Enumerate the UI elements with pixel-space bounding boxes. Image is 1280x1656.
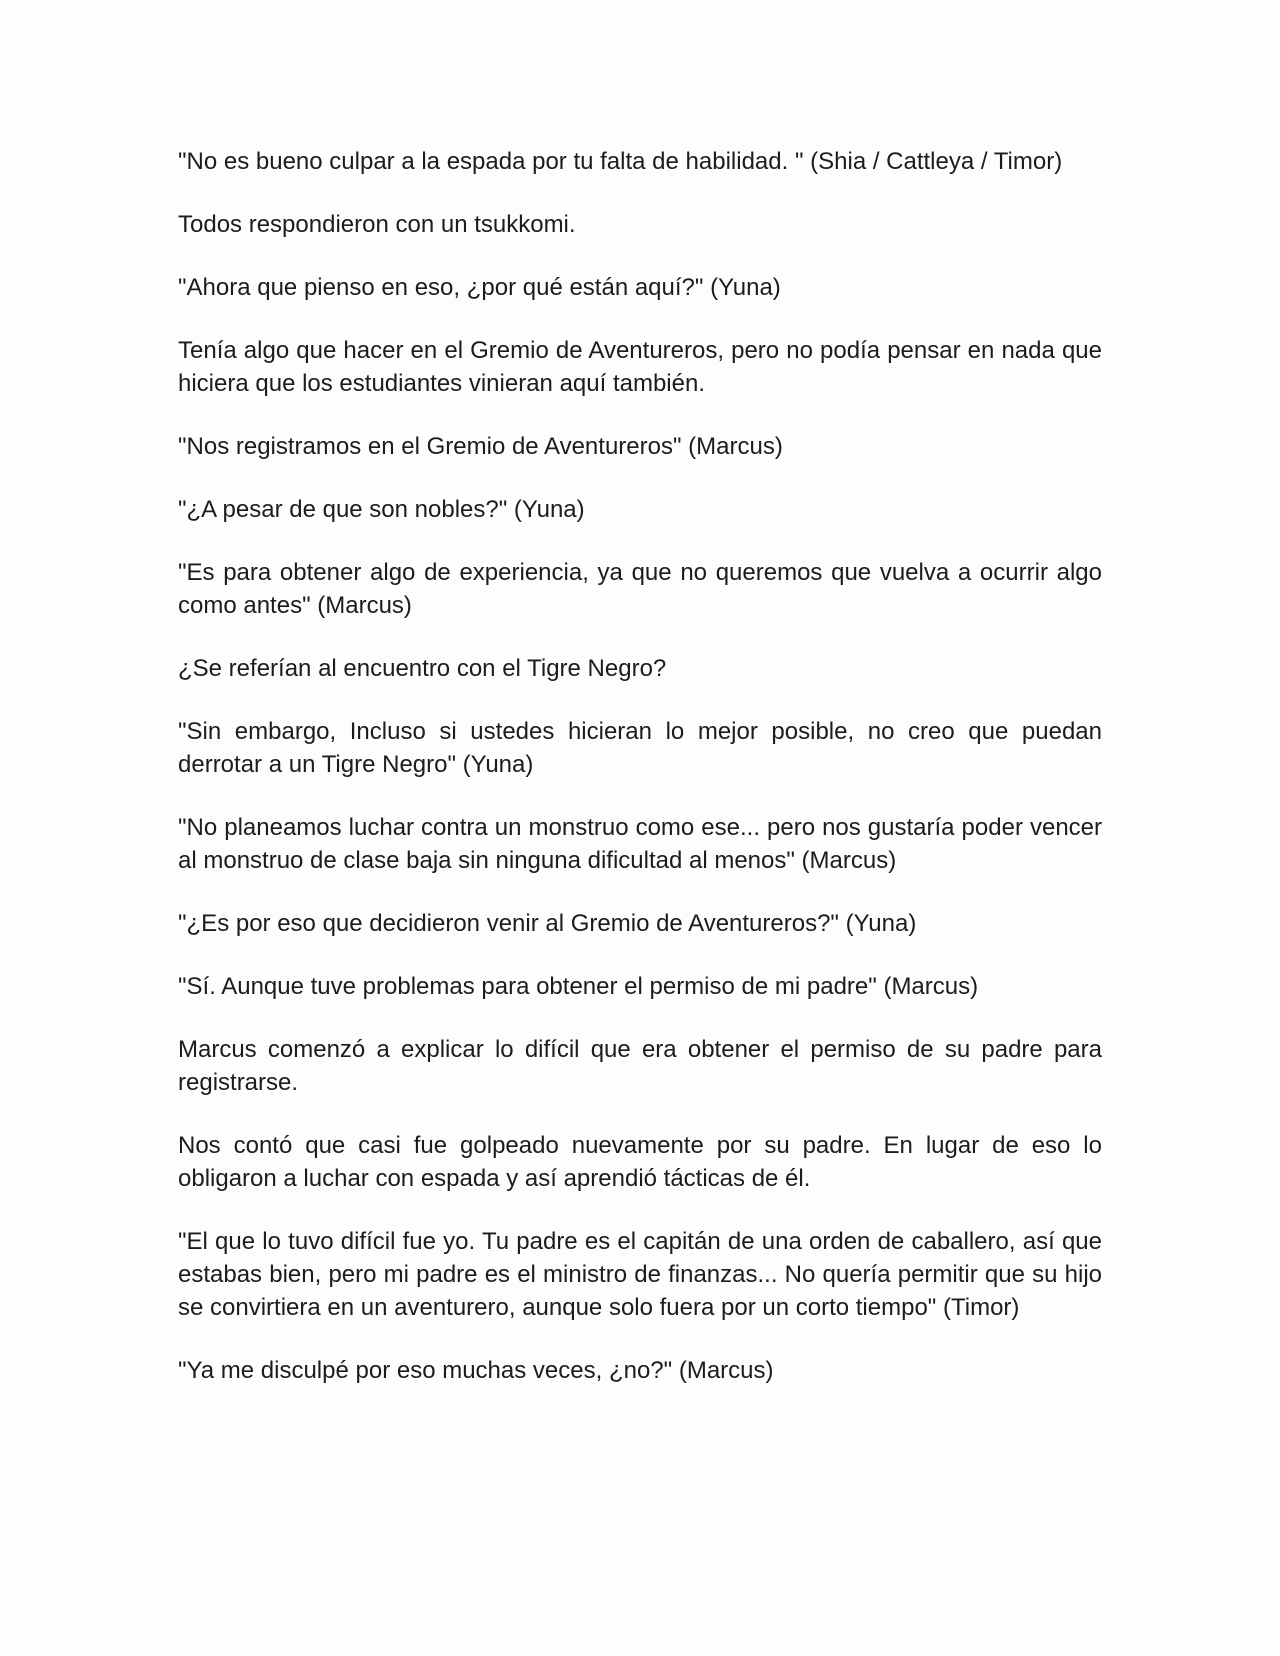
paragraph: "Sin embargo, Incluso si ustedes hicieran lo mejor posible, no creo que puedan derrotar a un Tigre Negro" (Yuna)	[178, 718, 1102, 778]
paragraph: "¿A pesar de que son nobles?" (Yuna)	[178, 496, 585, 523]
paragraph: Marcus comenzó a explicar lo difícil que era obtener el permiso de su padre para registrarse.	[178, 1036, 1102, 1096]
document-body	[178, 145, 1102, 1417]
paragraph: Todos respondieron con un tsukkomi.	[178, 211, 576, 238]
paragraph: Nos contó que casi fue golpeado nuevamente por su padre. En lugar de eso lo obligaron a luchar con espada y así aprendió tácticas de él.	[178, 1132, 1102, 1192]
paragraph: "No es bueno culpar a la espada por tu falta de habilidad. " (Shia / Cattleya / Timor)	[178, 148, 1063, 175]
paragraph: "Nos registramos en el Gremio de Aventureros" (Marcus)	[178, 433, 783, 460]
paragraph: "Es para obtener algo de experiencia, ya que no queremos que vuelva a ocurrir algo como antes" (Marcus)	[178, 559, 1102, 619]
paragraph: ¿Se referían al encuentro con el Tigre Negro?	[178, 655, 667, 682]
paragraph: Tenía algo que hacer en el Gremio de Aventureros, pero no podía pensar en nada que hiciera que los estudiantes vinieran aquí también.	[178, 337, 1102, 397]
paragraph: "El que lo tuvo difícil fue yo. Tu padre es el capitán de una orden de caballero, así que estabas bien, pero mi padre es el ministro de finanzas... No quería permitir que su hijo se convirtiera en un aventurero, aunque solo fuera por un corto tiempo" (Timor)	[178, 1228, 1102, 1321]
paragraph: "Ya me disculpé por eso muchas veces, ¿no?" (Marcus)	[178, 1357, 774, 1384]
paragraph: "¿Es por eso que decidieron venir al Gremio de Aventureros?" (Yuna)	[178, 910, 917, 937]
paragraph: "Ahora que pienso en eso, ¿por qué están aquí?" (Yuna)	[178, 274, 781, 301]
paragraph: "Sí. Aunque tuve problemas para obtener el permiso de mi padre" (Marcus)	[178, 973, 979, 1000]
paragraph: "No planeamos luchar contra un monstruo como ese... pero nos gustaría poder vencer al monstruo de clase baja sin ninguna dificultad al menos" (Marcus)	[178, 814, 1102, 874]
